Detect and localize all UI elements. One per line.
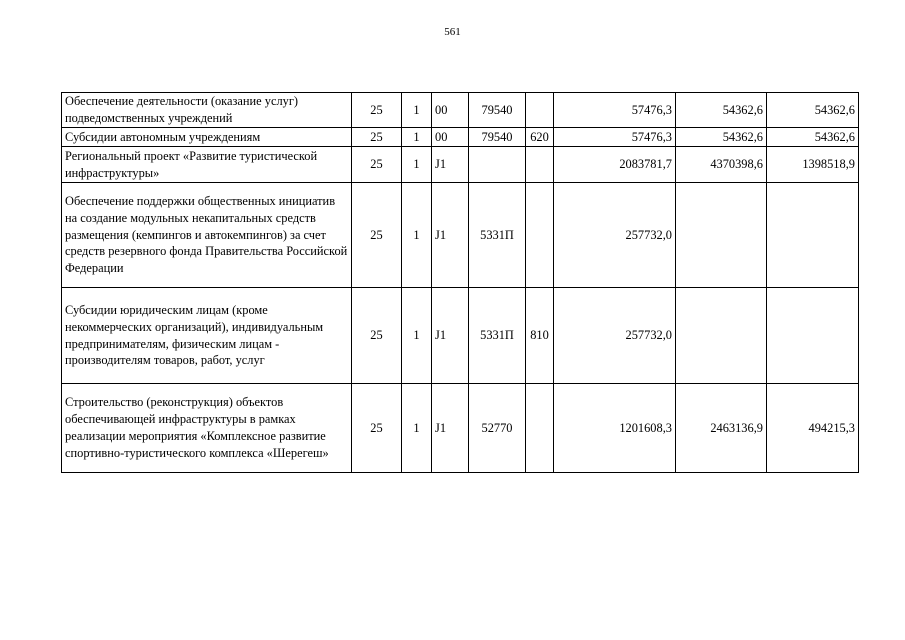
pr-cell: J1 — [432, 147, 469, 183]
vr-cell: 620 — [526, 128, 554, 147]
table-row — [62, 128, 859, 147]
grbs-cell: 25 — [352, 288, 402, 384]
csr-cell: 52770 — [469, 384, 526, 473]
vr-cell — [526, 147, 554, 183]
table-row — [62, 147, 859, 183]
rz-cell: 1 — [402, 288, 432, 384]
vr-cell — [526, 183, 554, 288]
table-row — [62, 288, 859, 384]
vr-cell: 810 — [526, 288, 554, 384]
pr-cell: J1 — [432, 288, 469, 384]
grbs-cell: 25 — [352, 147, 402, 183]
sum2-cell: 54362,6 — [676, 128, 767, 147]
grbs-cell: 25 — [352, 128, 402, 147]
grbs-cell: 25 — [352, 93, 402, 128]
rz-cell: 1 — [402, 183, 432, 288]
sum1-cell: 1201608,3 — [554, 384, 676, 473]
row-name: Строительство (реконструкция) объектов обеспечивающей инфраструктуры в рамках реализации мероприятия «Комплексное развитие спортивно-туристического комплекса «Шерегеш» — [62, 384, 352, 473]
sum2-cell: 2463136,9 — [676, 384, 767, 473]
rz-cell: 1 — [402, 128, 432, 147]
sum1-cell: 57476,3 — [554, 128, 676, 147]
sum2-cell: 54362,6 — [676, 93, 767, 128]
row-name: Обеспечение деятельности (оказание услуг) подведомственных учреждений — [62, 93, 352, 128]
csr-cell: 79540 — [469, 128, 526, 147]
csr-cell: 5331П — [469, 288, 526, 384]
sum1-cell: 257732,0 — [554, 183, 676, 288]
sum1-cell: 57476,3 — [554, 93, 676, 128]
table-row — [62, 93, 859, 128]
rz-cell: 1 — [402, 384, 432, 473]
row-name: Обеспечение поддержки общественных инициатив на создание модульных некапитальных средств размещения (кемпингов и автокемпингов) за счет средств резервного фонда Правительства Российской Федерации — [62, 183, 352, 288]
sum1-cell: 257732,0 — [554, 288, 676, 384]
grbs-cell: 25 — [352, 384, 402, 473]
sum3-cell: 54362,6 — [767, 128, 859, 147]
grbs-cell: 25 — [352, 183, 402, 288]
page-number: 561 — [444, 26, 461, 38]
sum3-cell: 1398518,9 — [767, 147, 859, 183]
vr-cell — [526, 384, 554, 473]
pr-cell: 00 — [432, 128, 469, 147]
sum2-cell — [676, 288, 767, 384]
sum1-cell: 2083781,7 — [554, 147, 676, 183]
pr-cell: J1 — [432, 384, 469, 473]
rz-cell: 1 — [402, 147, 432, 183]
sum3-cell — [767, 183, 859, 288]
csr-cell: 5331П — [469, 183, 526, 288]
row-name: Субсидии юридическим лицам (кроме некоммерческих организаций), индивидуальным предпринимателям, физическим лицам - производителям товаров, работ, услуг — [62, 288, 352, 384]
pr-cell: J1 — [432, 183, 469, 288]
sum3-cell: 54362,6 — [767, 93, 859, 128]
row-name: Субсидии автономным учреждениям — [62, 128, 352, 147]
vr-cell — [526, 93, 554, 128]
csr-cell: 79540 — [469, 93, 526, 128]
sum3-cell: 494215,3 — [767, 384, 859, 473]
pr-cell: 00 — [432, 93, 469, 128]
sum2-cell: 4370398,6 — [676, 147, 767, 183]
sum3-cell — [767, 288, 859, 384]
row-name: Региональный проект «Развитие туристической инфраструктуры» — [62, 147, 352, 183]
rz-cell: 1 — [402, 93, 432, 128]
budget-table — [61, 92, 859, 473]
table-row — [62, 384, 859, 473]
sum2-cell — [676, 183, 767, 288]
csr-cell — [469, 147, 526, 183]
table-row — [62, 183, 859, 288]
